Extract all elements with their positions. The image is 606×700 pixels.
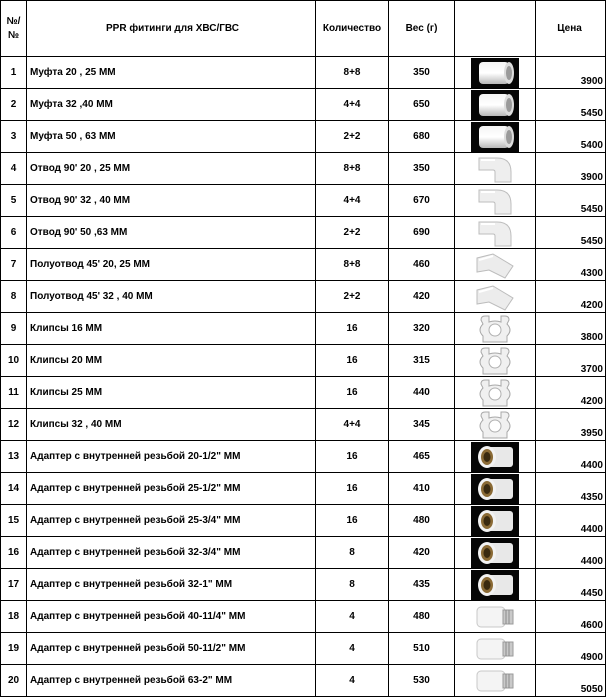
- product-image-cell: [455, 441, 536, 473]
- product-name: Отвод 90' 50 ,63 ММ: [27, 217, 316, 249]
- large-adapter-icon: [471, 602, 519, 632]
- product-image-cell: [455, 473, 536, 505]
- row-number: 15: [1, 505, 27, 537]
- weight: 670: [389, 185, 455, 217]
- product-image-cell: [455, 57, 536, 89]
- product-name: Адаптер с внутренней резьбой 50-11/2" ММ: [27, 633, 316, 665]
- row-number: 18: [1, 601, 27, 633]
- product-name: Адаптер с внутренней резьбой 40-11/4" ММ: [27, 601, 316, 633]
- quantity: 16: [316, 377, 389, 409]
- table-row: [1, 601, 606, 633]
- product-image-cell: [455, 89, 536, 121]
- quantity: 4: [316, 633, 389, 665]
- price: 3900: [536, 153, 606, 185]
- row-number: 20: [1, 665, 27, 697]
- product-name: Полуотвод 45' 20, 25 ММ: [27, 249, 316, 281]
- price: 5400: [536, 121, 606, 153]
- product-name: Адаптер с внутренней резьбой 25-3/4" ММ: [27, 505, 316, 537]
- weight: 650: [389, 89, 455, 121]
- header-price: Цена: [536, 1, 606, 57]
- price: 4200: [536, 281, 606, 313]
- weight: 480: [389, 601, 455, 633]
- product-image-cell: [455, 313, 536, 345]
- price: 4400: [536, 505, 606, 537]
- threaded-adapter-icon: [471, 474, 519, 504]
- table-row: [1, 185, 606, 217]
- quantity: 8: [316, 537, 389, 569]
- product-image-cell: [455, 249, 536, 281]
- weight: 420: [389, 537, 455, 569]
- header-image: [455, 1, 536, 57]
- price: 4300: [536, 249, 606, 281]
- quantity: 8+8: [316, 57, 389, 89]
- coupling-icon: [471, 122, 519, 152]
- quantity: 2+2: [316, 217, 389, 249]
- row-number: 12: [1, 409, 27, 441]
- row-number: 10: [1, 345, 27, 377]
- price: 4350: [536, 473, 606, 505]
- weight: 320: [389, 313, 455, 345]
- quantity: 4: [316, 601, 389, 633]
- quantity: 2+2: [316, 121, 389, 153]
- elbow-icon: [471, 186, 519, 216]
- row-number: 14: [1, 473, 27, 505]
- large-adapter-icon: [471, 666, 519, 696]
- product-image-cell: [455, 153, 536, 185]
- weight: 465: [389, 441, 455, 473]
- weight: 315: [389, 345, 455, 377]
- quantity: 4+4: [316, 185, 389, 217]
- weight: 350: [389, 57, 455, 89]
- table-row: [1, 441, 606, 473]
- table-row: [1, 313, 606, 345]
- price: 4450: [536, 569, 606, 601]
- product-name: Отвод 90' 20 , 25 ММ: [27, 153, 316, 185]
- table-row: [1, 89, 606, 121]
- price: 4600: [536, 601, 606, 633]
- quantity: 16: [316, 345, 389, 377]
- price: 3950: [536, 409, 606, 441]
- weight: 510: [389, 633, 455, 665]
- weight: 420: [389, 281, 455, 313]
- product-name: Адаптер с внутренней резьбой 63-2" ММ: [27, 665, 316, 697]
- product-name: Муфта 32 ,40 ММ: [27, 89, 316, 121]
- quantity: 4+4: [316, 89, 389, 121]
- product-image-cell: [455, 505, 536, 537]
- table-row: [1, 377, 606, 409]
- price: 5450: [536, 185, 606, 217]
- row-number: 1: [1, 57, 27, 89]
- price: 5050: [536, 665, 606, 697]
- product-name: Клипсы 20 ММ: [27, 345, 316, 377]
- row-number: 6: [1, 217, 27, 249]
- clip-icon: [471, 378, 519, 408]
- quantity: 4+4: [316, 409, 389, 441]
- quantity: 16: [316, 441, 389, 473]
- table-header-row: [1, 1, 606, 57]
- half-elbow-icon: [471, 282, 519, 312]
- row-number: 8: [1, 281, 27, 313]
- table-row: [1, 633, 606, 665]
- clip-icon: [471, 346, 519, 376]
- header-number-top: №/: [6, 15, 21, 27]
- row-number: 16: [1, 537, 27, 569]
- clip-icon: [471, 410, 519, 440]
- product-image-cell: [455, 409, 536, 441]
- table-row: [1, 57, 606, 89]
- product-image-cell: [455, 345, 536, 377]
- table-row: [1, 665, 606, 697]
- header-product-name: PPR фитинги для ХВС/ГВС: [27, 1, 316, 57]
- product-image-cell: [455, 121, 536, 153]
- price: 3700: [536, 345, 606, 377]
- price: 4900: [536, 633, 606, 665]
- large-adapter-icon: [471, 634, 519, 664]
- weight: 435: [389, 569, 455, 601]
- row-number: 9: [1, 313, 27, 345]
- product-name: Адаптер с внутренней резьбой 25-1/2" ММ: [27, 473, 316, 505]
- quantity: 4: [316, 665, 389, 697]
- table-row: [1, 121, 606, 153]
- header-number: [1, 1, 27, 57]
- price: 5450: [536, 89, 606, 121]
- weight: 530: [389, 665, 455, 697]
- row-number: 7: [1, 249, 27, 281]
- product-image-cell: [455, 217, 536, 249]
- table-row: [1, 537, 606, 569]
- table-row: [1, 217, 606, 249]
- weight: 480: [389, 505, 455, 537]
- table-row: [1, 281, 606, 313]
- product-name: Клипсы 16 ММ: [27, 313, 316, 345]
- product-image-cell: [455, 665, 536, 697]
- weight: 680: [389, 121, 455, 153]
- product-name: Полуотвод 45' 32 , 40 ММ: [27, 281, 316, 313]
- table-row: [1, 249, 606, 281]
- coupling-icon: [471, 58, 519, 88]
- weight: 440: [389, 377, 455, 409]
- table-row: [1, 505, 606, 537]
- price: 3800: [536, 313, 606, 345]
- product-image-cell: [455, 633, 536, 665]
- half-elbow-icon: [471, 250, 519, 280]
- table-row: [1, 345, 606, 377]
- price: 4400: [536, 441, 606, 473]
- quantity: 16: [316, 473, 389, 505]
- product-name: Муфта 50 , 63 ММ: [27, 121, 316, 153]
- coupling-icon: [471, 90, 519, 120]
- product-name: Клипсы 32 , 40 ММ: [27, 409, 316, 441]
- product-name: Адаптер с внутренней резьбой 20-1/2" ММ: [27, 441, 316, 473]
- weight: 345: [389, 409, 455, 441]
- price: 4200: [536, 377, 606, 409]
- table-row: [1, 473, 606, 505]
- row-number: 2: [1, 89, 27, 121]
- row-number: 4: [1, 153, 27, 185]
- row-number: 13: [1, 441, 27, 473]
- clip-icon: [471, 314, 519, 344]
- threaded-adapter-icon: [471, 506, 519, 536]
- elbow-icon: [471, 154, 519, 184]
- product-name: Отвод 90' 32 , 40 ММ: [27, 185, 316, 217]
- header-weight: Вес (г): [389, 1, 455, 57]
- product-image-cell: [455, 377, 536, 409]
- row-number: 3: [1, 121, 27, 153]
- product-image-cell: [455, 537, 536, 569]
- row-number: 17: [1, 569, 27, 601]
- quantity: 2+2: [316, 281, 389, 313]
- price: 5450: [536, 217, 606, 249]
- quantity: 8+8: [316, 153, 389, 185]
- quantity: 8+8: [316, 249, 389, 281]
- product-name: Адаптер с внутренней резьбой 32-3/4" ММ: [27, 537, 316, 569]
- threaded-adapter-icon: [471, 538, 519, 568]
- threaded-adapter-icon: [471, 442, 519, 472]
- table-row: [1, 569, 606, 601]
- product-name: Муфта 20 , 25 ММ: [27, 57, 316, 89]
- header-number-bottom: №: [7, 29, 20, 41]
- product-name: Клипсы 25 ММ: [27, 377, 316, 409]
- weight: 690: [389, 217, 455, 249]
- header-quantity: Количество: [316, 1, 389, 57]
- row-number: 19: [1, 633, 27, 665]
- row-number: 5: [1, 185, 27, 217]
- product-image-cell: [455, 185, 536, 217]
- product-name: Адаптер с внутренней резьбой 32-1" ММ: [27, 569, 316, 601]
- product-image-cell: [455, 281, 536, 313]
- threaded-adapter-icon: [471, 570, 519, 600]
- elbow-icon: [471, 218, 519, 248]
- price: 3900: [536, 57, 606, 89]
- product-image-cell: [455, 569, 536, 601]
- table-row: [1, 409, 606, 441]
- quantity: 8: [316, 569, 389, 601]
- weight: 460: [389, 249, 455, 281]
- row-number: 11: [1, 377, 27, 409]
- price: 4400: [536, 537, 606, 569]
- weight: 410: [389, 473, 455, 505]
- product-image-cell: [455, 601, 536, 633]
- table-row: [1, 153, 606, 185]
- weight: 350: [389, 153, 455, 185]
- quantity: 16: [316, 313, 389, 345]
- quantity: 16: [316, 505, 389, 537]
